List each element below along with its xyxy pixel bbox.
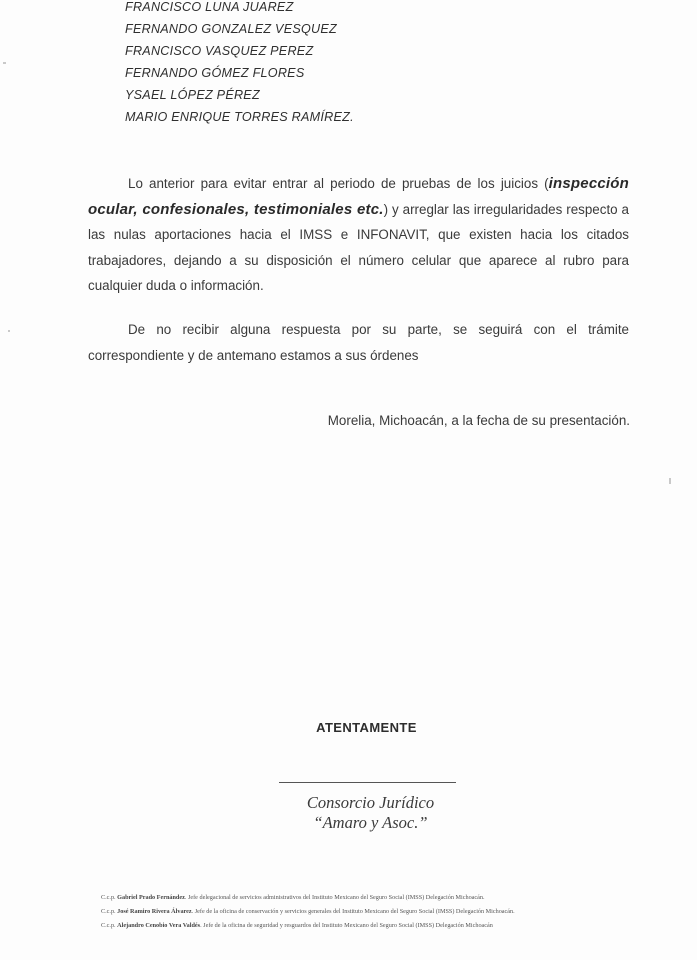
paragraph-purpose-end: ) y arreglar las irregularidades respecto a las nulas aportaciones hacia el IMSS e INFONAVIT, que existen hacia los citados trabajadores, dejando a su disposición el número celular que aparece al rubro para cualquier duda o información. [88, 201, 629, 293]
ccp-role: . Jefe de la oficina de conservación y servicios generales del Instituto Mexicano del Seguro Social (IMSS) Delegación Michoacán. [191, 908, 515, 915]
ccp-recipient: Alejandro Cenobio Vera Valdés [117, 922, 201, 929]
worker-name: FRANCISCO LUNA JUAREZ [125, 0, 294, 14]
paragraph-purpose-start: Lo anterior para evitar entrar al periodo de pruebas de los juicios ( [128, 176, 549, 191]
ccp-recipient: Gabriel Prado Fernández [117, 894, 185, 901]
ccp-prefix: C.c.p. [101, 894, 118, 901]
worker-name: FRANCISCO VASQUEZ PEREZ [125, 44, 314, 58]
ccp-prefix: C.c.p. [101, 922, 118, 929]
ccp-role: . Jefe de la oficina de seguridad y resguardos del Instituto Mexicano del Seguro Social (IMSS) Delegación Michoacán [200, 922, 493, 929]
paragraph-next-steps: De no recibir alguna respuesta por su parte, se seguirá con el trámite correspondiente y de antemano estamos a sus órdenes [88, 322, 629, 363]
paragraph-purpose [88, 171, 629, 299]
worker-name-list [125, 0, 354, 128]
ccp-recipient: José Ramiro Rivera Álvarez [117, 908, 192, 915]
signature-line [279, 782, 456, 783]
scan-speck [3, 62, 6, 64]
carbon-copy-item [101, 891, 515, 905]
carbon-copy-item [101, 919, 515, 933]
scan-speck [669, 478, 671, 484]
worker-name: FERNANDO GÓMEZ FLORES [125, 66, 305, 80]
worker-name: FERNANDO GONZALEZ VESQUEZ [125, 22, 337, 36]
firm-name-line2: “Amaro y Asoc.” [313, 813, 428, 832]
firm-name-line1: Consorcio Jurídico [306, 793, 435, 812]
place-and-date: Morelia, Michoacán, a la fecha de su presentación. [327, 413, 630, 428]
worker-name: YSAEL LÓPEZ PÉREZ [125, 88, 260, 102]
closing-salutation: ATENTAMENTE [316, 720, 417, 735]
ccp-role: . Jefe delegacional de servicios administrativos del Instituto Mexicano del Seguro Social (IMSS) Delegación Michoacán. [184, 894, 485, 901]
worker-name: MARIO ENRIQUE TORRES RAMÍREZ. [125, 110, 354, 124]
carbon-copy-list [101, 891, 515, 933]
proof-types-emphasis: inspección ocular, confesionales, testimoniales etc. [88, 175, 629, 218]
ccp-prefix: C.c.p. [101, 908, 118, 915]
carbon-copy-item [101, 905, 515, 919]
scan-speck [8, 330, 10, 332]
